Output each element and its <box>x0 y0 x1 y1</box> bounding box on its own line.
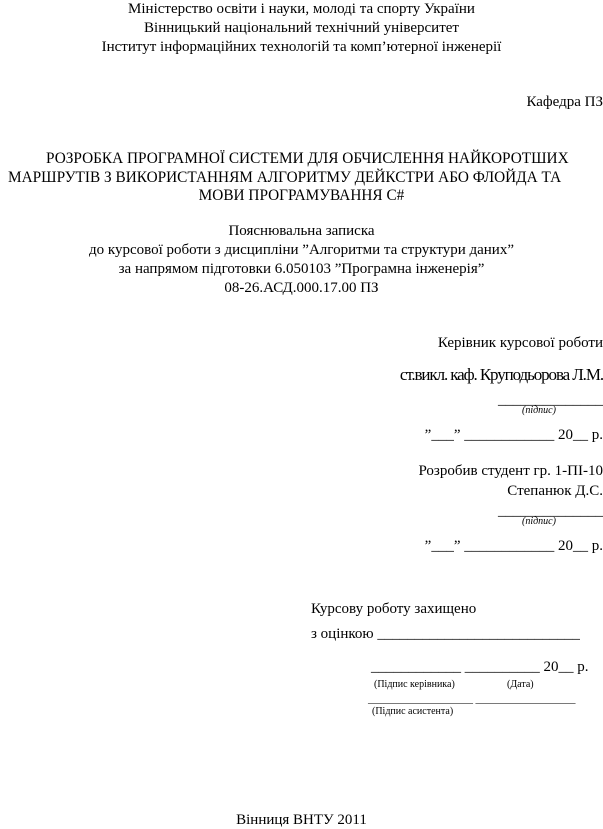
ministry-line: Міністерство освіти і науки, молоді та спорту України <box>128 1 475 17</box>
defense-signature-row: ____________ __________ 20__ р. <box>371 659 589 675</box>
student-label: Розробив студент гр. 1-ПІ-10 <box>418 463 603 479</box>
title-line-2: МАРШРУТІВ З ВИКОРИСТАННЯМ АЛГОРИТМУ ДЕЙКСТРИ АБО ФЛОЙДА ТА <box>8 169 562 186</box>
student-signature-caption: (підпис) <box>522 516 556 527</box>
footer-city-year: Вінниця ВНТУ 2011 <box>236 812 367 828</box>
title-line-1: РОЗРОБКА ПРОГРАМНОЇ СИСТЕМИ ДЛЯ ОБЧИСЛЕННЯ НАЙКОРОТШИХ <box>46 150 569 167</box>
grade-line: з оцінкою ___________________________ <box>311 626 580 642</box>
speciality-line: за напрямом підготовки 6.050103 ”Програмна інженерія” <box>118 261 485 277</box>
defended-label: Курсову роботу захищено <box>311 601 477 617</box>
date-caption: (Дата) <box>507 679 534 690</box>
assistant-signature-line: _____________________ ____________________ <box>368 694 576 705</box>
explanatory-note-title: Пояснювальна записка <box>228 223 375 239</box>
university-line: Вінницький національний технічний університет <box>144 20 459 36</box>
department-label: Кафедра ПЗ <box>526 94 603 110</box>
assistant-signature-caption: (Підпис асистента) <box>372 706 454 717</box>
supervisor-date-line: ”___” ____________ 20__ р. <box>424 427 603 443</box>
student-date-line: ”___” ____________ 20__ р. <box>424 538 603 554</box>
supervisor-signature-caption: (підпис) <box>522 405 556 416</box>
institute-line: Інститут інформаційних технологій та комп’ютерної інженерії <box>101 39 502 55</box>
student-name: Степанюк Д.С. <box>507 483 603 499</box>
supervisor-signature-line: ______________ <box>498 392 603 408</box>
course-discipline-line: до курсової роботи з дисципліни ”Алгоритми та структури даних” <box>89 242 514 258</box>
supervisor-name: ст.викл. каф. Круподьорова Л.М. <box>399 365 603 384</box>
title-line-3: МОВИ ПРОГРАМУВАННЯ C# <box>198 187 405 204</box>
student-signature-line: ______________ <box>498 503 603 519</box>
document-code: 08-26.АСД.000.17.00 ПЗ <box>224 280 379 296</box>
supervisor-signature-caption-2: (Підпис керівника) <box>374 679 455 690</box>
supervisor-label: Керівник курсової роботи <box>437 335 603 351</box>
